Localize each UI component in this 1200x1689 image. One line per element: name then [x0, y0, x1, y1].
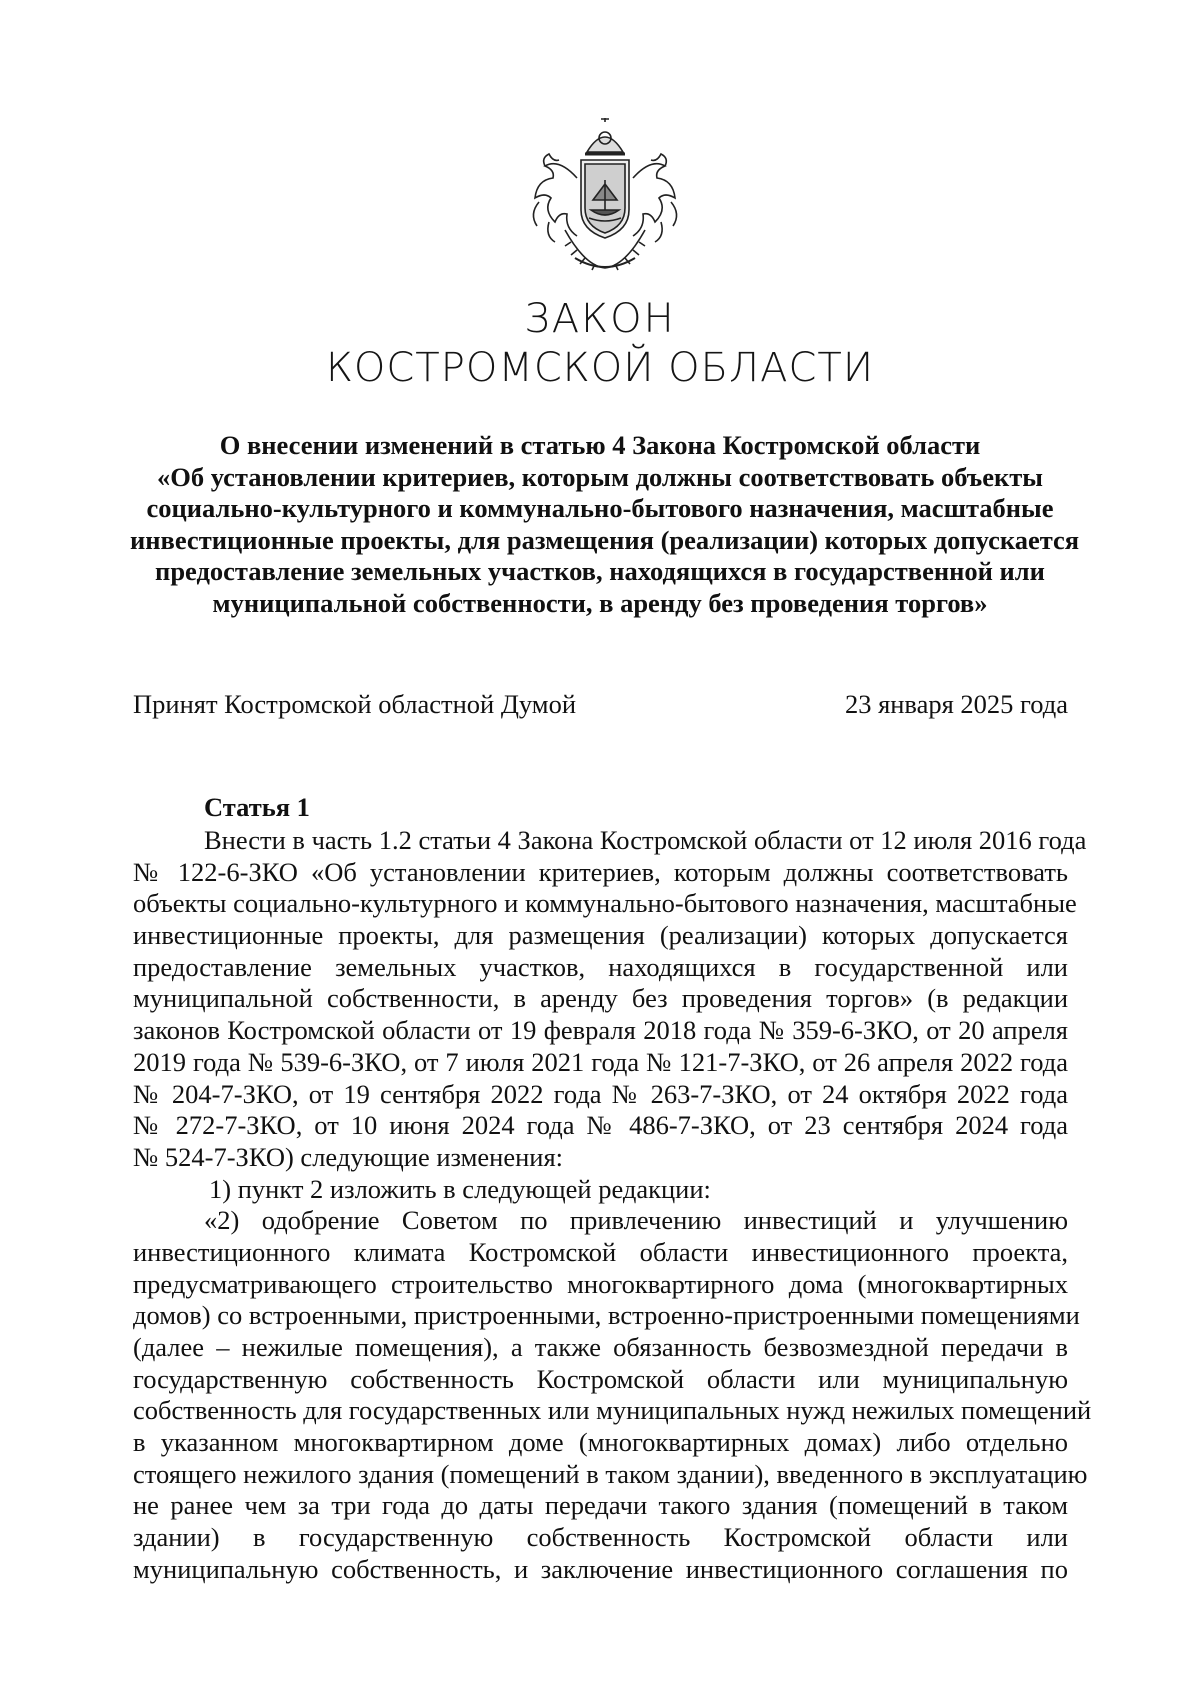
body-line: не ранее чем за три года до даты передачи такого здания (помещений в таком — [133, 1490, 1068, 1521]
law-title — [130, 430, 1080, 619]
body-line: предусматривающего строительство многоквартирного дома (многоквартирных — [133, 1268, 1068, 1299]
body-line: № 272-7-ЗКО, от 10 июня 2024 года № 486-7-ЗКО, от 23 сентября 2024 года — [133, 1110, 1068, 1141]
body-line: муниципальной собственности, в аренду без проведения торгов» (в редакции — [133, 983, 1068, 1014]
adoption-date: 23 января 2025 года — [844, 689, 1068, 719]
law-word-heading: ЗАКОН — [524, 296, 676, 342]
body-line: № 204-7-ЗКО, от 19 сентября 2022 года № 263-7-ЗКО, от 24 октября 2022 года — [133, 1078, 1068, 1109]
title-line: О внесении изменений в статью 4 Закона Костромской области — [219, 430, 981, 460]
title-line: предоставление земельных участков, находящихся в государственной или — [155, 556, 1045, 586]
body-line: стоящего нежилого здания (помещений в таком здании), введенного в эксплуатацию — [133, 1458, 1088, 1489]
body-line: законов Костромской области от 19 февраля 2018 года № 359-6-ЗКО, от 20 апреля — [133, 1015, 1068, 1046]
adoption-label: Принят Костромской областной Думой — [133, 689, 577, 719]
title-line: муниципальной собственности, в аренду без проведения торгов» — [212, 587, 988, 618]
article-heading: Статья 1 — [204, 792, 310, 822]
body-line: государственную собственность Костромской области или муниципальную — [133, 1363, 1068, 1394]
title-line: «Об установлении критериев, которым должны соответствовать объекты — [156, 461, 1043, 492]
body-line: объекты социально-культурного и коммунально-бытового назначения, масштабные — [133, 888, 1077, 919]
title-line: инвестиционные проекты, для размещения (реализации) которых допускается — [130, 524, 1080, 555]
title-line: социально-культурного и коммунально-бытового назначения, масштабные — [146, 493, 1054, 523]
body-line: Внести в часть 1.2 статьи 4 Закона Костромской области от 12 июля 2016 года — [204, 825, 1087, 855]
kostroma-coat-of-arms-icon — [515, 118, 695, 278]
article-body — [133, 825, 1092, 1586]
body-line: инвестиционного климата Костромской области инвестиционного проекта, — [133, 1236, 1068, 1267]
body-line: собственность для государственных или муниципальных нужд нежилых помещений — [133, 1395, 1092, 1426]
body-line: № 524-7-ЗКО) следующие изменения: — [133, 1141, 564, 1172]
list-item: 1) пункт 2 изложить в следующей редакции: — [209, 1173, 711, 1204]
body-line: 2019 года № 539-6-ЗКО, от 7 июля 2021 года № 121-7-ЗКО, от 26 апреля 2022 года — [133, 1046, 1068, 1077]
body-line: здании) в государственную собственность Костромской области или — [133, 1522, 1068, 1553]
body-line: «2) одобрение Советом по привлечению инвестиций и улучшению — [204, 1205, 1068, 1236]
body-line: (далее – нежилые помещения), а также обязанность безвозмездной передачи в — [133, 1332, 1068, 1362]
body-line: инвестиционные проекты, для размещения (реализации) которых допускается — [133, 920, 1068, 951]
body-line: в указанном многоквартирном доме (многоквартирных домах) либо отдельно — [133, 1427, 1068, 1458]
region-heading: КОСТРОМСКОЙ ОБЛАСТИ — [325, 345, 875, 391]
body-line: предоставление земельных участков, находящихся в государственной или — [133, 951, 1068, 982]
body-line: № 122-6-ЗКО «Об установлении критериев, которым должны соответствовать — [133, 856, 1068, 887]
body-line: домов) со встроенными, пристроенными, встроенно-пристроенными помещениями — [133, 1300, 1080, 1331]
body-line: муниципальную собственность, и заключение инвестиционного соглашения по — [133, 1553, 1068, 1584]
